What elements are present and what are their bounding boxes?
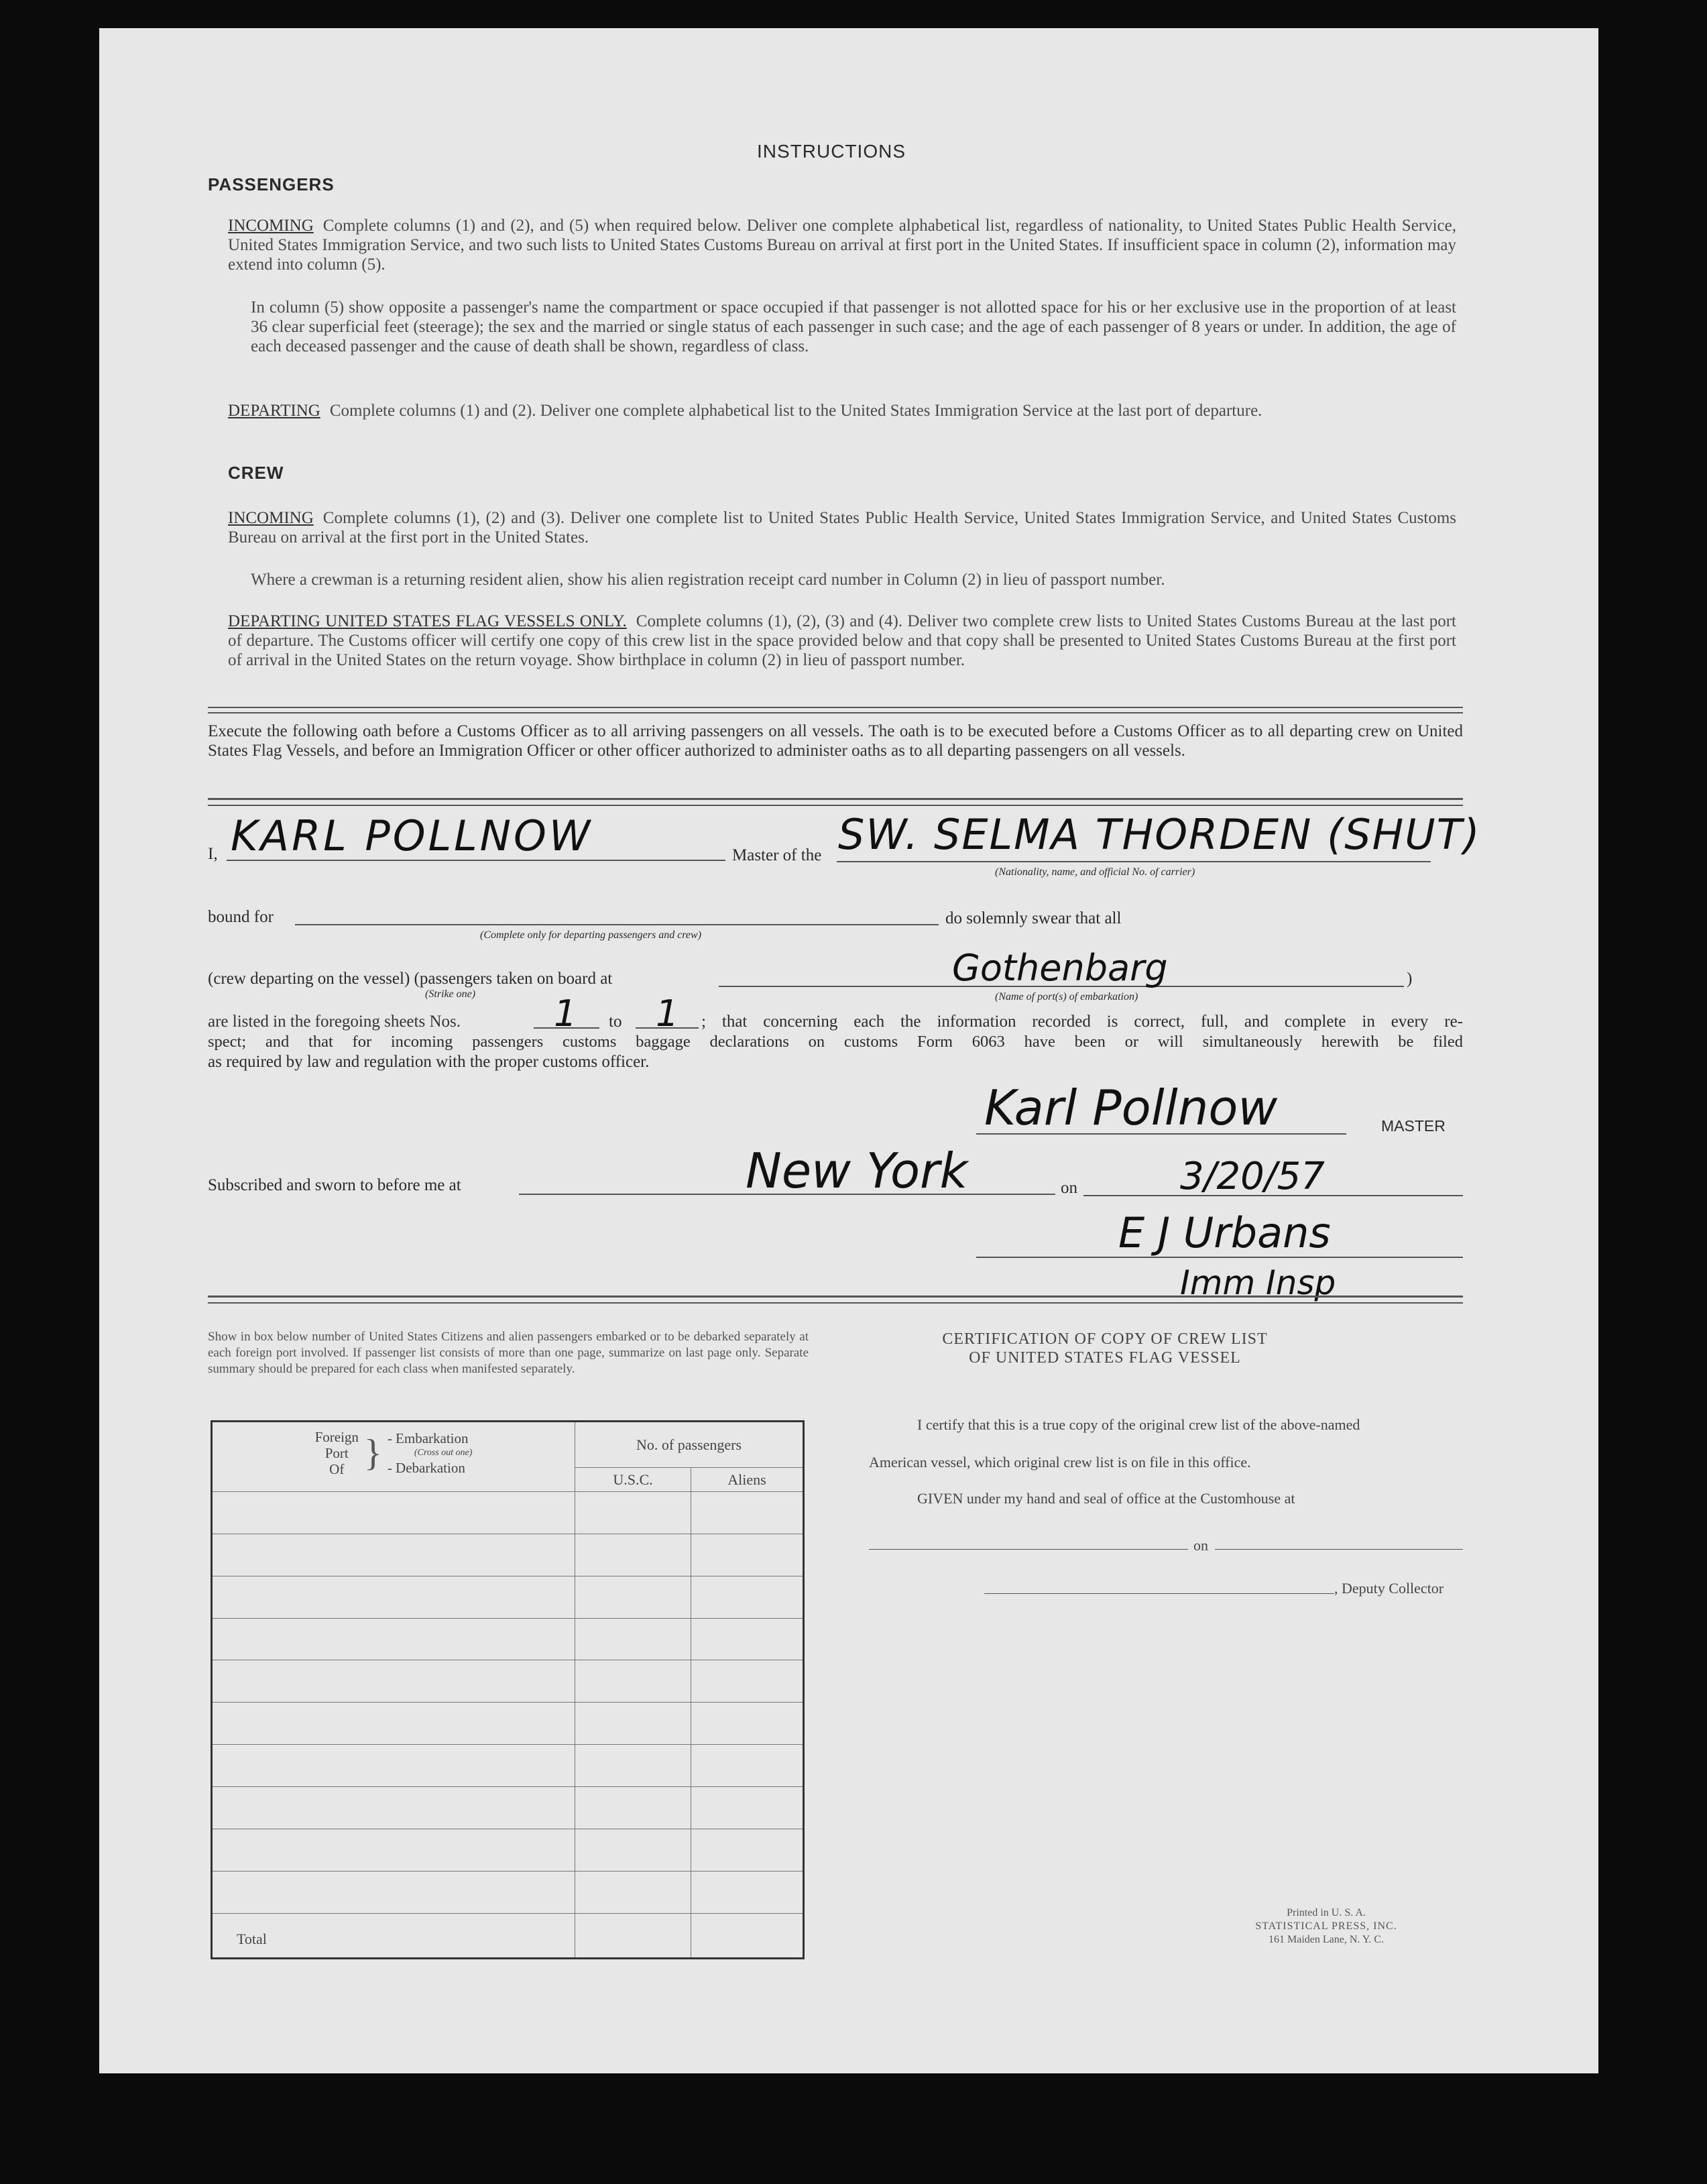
crew-incoming-text: Complete columns (1), (2) and (3). Deliver one complete list to United States Public Health Service, United States Immigration Service, and United States Customs Bureau on arrival at the first port in the United States. xyxy=(228,509,1456,547)
port-label: Port xyxy=(325,1445,349,1461)
passengers-incoming-paragraph xyxy=(228,216,1456,274)
port-cell xyxy=(212,1491,575,1534)
certification-title-2: OF UNITED STATES FLAG VESSEL xyxy=(969,1349,1241,1367)
crew-departing-text: Complete columns (1), (2), (3) and (4). Deliver two complete crew lists to United States Customs Bureau at the last port of departure. The Customs officer will certify one copy of this crew list in the space provided below and that copy shall be presented to United States Customs Bureau at the first port of arrival in the United States on the return voyage. Show birthplace in column (2) in lieu of passport number. xyxy=(228,612,1457,669)
aliens-cell xyxy=(691,1576,804,1618)
subscribed-label: Subscribed and sworn to before me at xyxy=(208,1176,461,1194)
printer-line-2: STATISTICAL PRESS, INC. xyxy=(1255,1920,1397,1932)
total-label: Total xyxy=(212,1913,575,1958)
certification-title-1: CERTIFICATION OF COPY OF CREW LIST xyxy=(942,1330,1268,1348)
sheet-to-handwritten: 1 xyxy=(656,992,679,1035)
usc-cell xyxy=(575,1576,691,1618)
officer-signature: E J Urbans xyxy=(1118,1208,1331,1257)
aliens-cell xyxy=(691,1534,804,1576)
passengers-title: PASSENGERS xyxy=(208,174,335,194)
on-label: on xyxy=(1061,1179,1077,1197)
certification-line-2: American vessel, which original crew list is on file in this office. xyxy=(869,1454,1251,1471)
usc-total-cell xyxy=(575,1913,691,1958)
usc-cell xyxy=(575,1491,691,1534)
close-paren: ) xyxy=(1407,970,1413,988)
certification-on-label: on xyxy=(1193,1537,1208,1554)
usc-header: U.S.C. xyxy=(575,1468,691,1492)
sheets-text-1: ; that concerning each the information recorded is correct, full, and complete in every re- xyxy=(701,1013,1463,1031)
passenger-summary-table xyxy=(211,1420,805,1959)
sworn-place-handwritten: New York xyxy=(746,1143,968,1199)
port-cell xyxy=(212,1787,575,1829)
port-cell xyxy=(212,1576,575,1618)
master-name-handwritten: KARL POLLNOW xyxy=(231,811,593,860)
bound-for-label: bound for xyxy=(208,908,274,926)
divider xyxy=(208,712,1463,713)
instructions-heading: INSTRUCTIONS xyxy=(757,141,906,162)
divider xyxy=(208,805,1463,806)
printer-line-1: Printed in U. S. A. xyxy=(1287,1907,1366,1918)
usc-cell xyxy=(575,1787,691,1829)
document-page xyxy=(99,28,1598,2073)
passengers-incoming-text: Complete columns (1) and (2), and (5) when required below. Deliver one complete alphabetical list, regardless of nationality, to United States Public Health Service, United States Immigration Service, and two such lists to United States Customs Bureau on arrival at first port in the United States. If insufficient space in column (2), information may extend into column (5). xyxy=(228,217,1456,274)
passengers-departing-text: Complete columns (1) and (2). Deliver one complete alphabetical list to the United States Immigration Service at the last port of departure. xyxy=(329,402,1262,420)
port-handwritten: Gothenbarg xyxy=(952,947,1168,989)
column5-paragraph: In column (5) show opposite a passenger's name the compartment or space occupied if that passenger is not allotted space for his or her exclusive use in the proportion of at least 36 clear superficial feet (steerage); the sex and the married or single status of each passenger in such case; and the age of each passenger of 8 years or under. In addition, the age of each deceased passenger and the cause of death shall be shown, regardless of class. xyxy=(251,298,1456,355)
deputy-collector-label: , Deputy Collector xyxy=(1334,1580,1444,1597)
debarkation-label: - Debarkation xyxy=(387,1460,465,1476)
aliens-cell xyxy=(691,1871,804,1913)
usc-cell xyxy=(575,1703,691,1745)
crew-departing-paragraph xyxy=(228,612,1456,670)
usc-cell xyxy=(575,1534,691,1576)
aliens-cell xyxy=(691,1491,804,1534)
divider xyxy=(208,1302,1463,1304)
bound-for-caption: (Complete only for departing passengers and crew) xyxy=(480,929,702,941)
usc-cell xyxy=(575,1829,691,1871)
passengers-incoming-label: INCOMING xyxy=(228,217,314,235)
port-caption: (Name of port(s) of embarkation) xyxy=(995,991,1138,1002)
sheets-text-2: spect; and that for incoming passengers customs baggage declarations on customs Form 6063 have been or will simultaneously herewith be filed xyxy=(208,1033,1463,1051)
aliens-total-cell xyxy=(691,1913,804,1958)
vessel-caption: (Nationality, name, and official No. of carrier) xyxy=(995,866,1195,878)
aliens-header: Aliens xyxy=(691,1468,804,1492)
certification-line-3: GIVEN under my hand and seal of office at the Customhouse at xyxy=(917,1490,1295,1507)
sheet-from-handwritten: 1 xyxy=(554,992,577,1035)
swear-label: do solemnly swear that all xyxy=(945,909,1122,927)
officer-title: Imm Insp xyxy=(1180,1263,1336,1302)
crew-departing-label: (crew departing on the vessel) (passengers taken on board at xyxy=(208,970,613,988)
divider xyxy=(208,798,1463,800)
vessel-line xyxy=(837,861,1431,862)
divider xyxy=(208,1296,1463,1298)
oath-intro: Execute the following oath before a Customs Officer as to all arriving passengers on all vessels. The oath is to be executed before a Customs Officer as to all departing crew on United States Flag Vessels, and before an Immigration Officer or other officer authorized to administer oaths as to all departing passengers on all vessels. xyxy=(208,722,1463,760)
vessel-handwritten: SW. SELMA THORDEN (SHUT) xyxy=(838,810,1481,859)
port-cell xyxy=(212,1534,575,1576)
of-label: Of xyxy=(329,1461,345,1477)
usc-cell xyxy=(575,1618,691,1660)
aliens-cell xyxy=(691,1787,804,1829)
port-cell xyxy=(212,1703,575,1745)
summary-intro: Show in box below number of United States Citizens and alien passengers embarked or to be debarked separately at each foreign port involved. If passenger list consists of more than one page, summarize on last page only. Separate summary should be prepared for each class when manifested separately. xyxy=(208,1330,809,1376)
aliens-cell xyxy=(691,1660,804,1703)
crew-departing-label: DEPARTING UNITED STATES FLAG VESSELS ONLY. xyxy=(228,612,627,630)
foreign-port-header xyxy=(212,1422,575,1492)
cross-out-label: (Cross out one) xyxy=(414,1448,473,1458)
master-of-label: Master of the xyxy=(732,846,822,864)
sworn-date-handwritten: 3/20/57 xyxy=(1180,1155,1325,1198)
usc-cell xyxy=(575,1871,691,1913)
passengers-departing-label: DEPARTING xyxy=(228,402,320,420)
deputy-collector-line xyxy=(984,1593,1334,1594)
sheets-text-3: as required by law and regulation with the proper customs officer. xyxy=(208,1053,650,1071)
certification-date-line xyxy=(1215,1549,1463,1550)
passengers-departing-paragraph xyxy=(228,401,1456,420)
port-cell xyxy=(212,1829,575,1871)
port-cell xyxy=(212,1618,575,1660)
usc-cell xyxy=(575,1745,691,1787)
master-signature: Karl Pollnow xyxy=(984,1080,1278,1136)
to-label: to xyxy=(609,1013,622,1031)
foreign-label: Foreign xyxy=(314,1429,359,1445)
aliens-cell xyxy=(691,1829,804,1871)
usc-cell xyxy=(575,1660,691,1703)
brace: } xyxy=(363,1432,382,1474)
crew-title: CREW xyxy=(228,463,284,483)
strike-caption: (Strike one) xyxy=(425,988,476,1000)
divider xyxy=(208,707,1463,708)
port-cell xyxy=(212,1745,575,1787)
no-passengers-header: No. of passengers xyxy=(575,1422,804,1468)
customhouse-line xyxy=(869,1549,1188,1550)
i-label: I, xyxy=(208,845,218,863)
bound-for-line xyxy=(295,924,939,925)
crew-resident-paragraph: Where a crewman is a returning resident alien, show his alien registration receipt card number in Column (2) in lieu of passport number. xyxy=(251,571,1165,589)
embarkation-label: - Embarkation xyxy=(387,1430,469,1446)
master-label: MASTER xyxy=(1381,1117,1446,1135)
printer-line-3: 161 Maiden Lane, N. Y. C. xyxy=(1269,1934,1384,1945)
certification-line-1: I certify that this is a true copy of the original crew list of the above-named xyxy=(917,1416,1360,1433)
port-cell xyxy=(212,1660,575,1703)
sheets-label: are listed in the foregoing sheets Nos. xyxy=(208,1013,461,1031)
aliens-cell xyxy=(691,1703,804,1745)
aliens-cell xyxy=(691,1745,804,1787)
crew-incoming-label: INCOMING xyxy=(228,509,314,527)
aliens-cell xyxy=(691,1618,804,1660)
crew-incoming-paragraph xyxy=(228,508,1456,547)
port-cell xyxy=(212,1871,575,1913)
